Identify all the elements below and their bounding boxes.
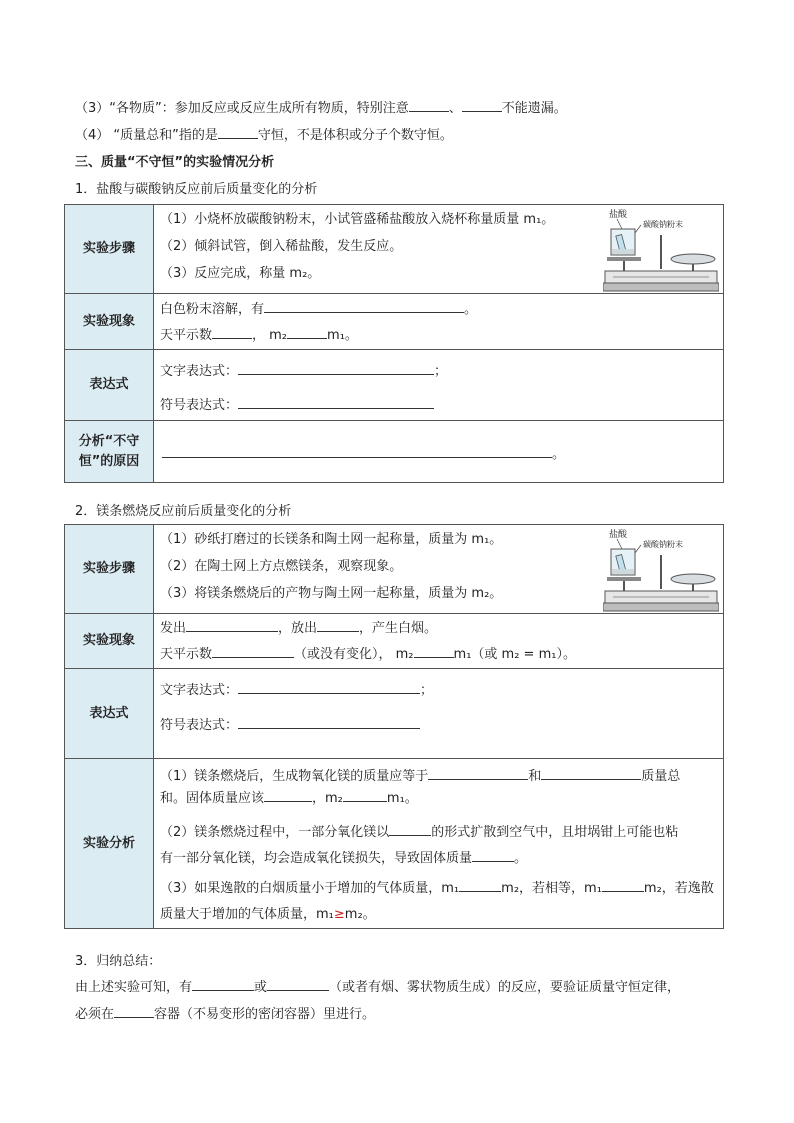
diagram-label-powder: 碳酸钠粉末 (643, 540, 683, 549)
intro-line-3: （3）“各物质”：参加反应或反应生成所有物质，特别注意 、 不能遗漏。 (75, 97, 567, 116)
row-label-steps: 实验步骤 (65, 205, 154, 294)
fill-blank[interactable] (238, 714, 420, 729)
fill-blank[interactable] (212, 643, 294, 658)
table-hcl-na2co3 (64, 204, 724, 483)
table-mg-burning (64, 524, 724, 929)
row-label-expression: 表达式 (65, 669, 154, 759)
intro-line-4: （4） “质量总和”指的是 守恒，不是体积或分子个数守恒。 (75, 124, 453, 143)
analysis-3-line-2: 质量大于增加的气体质量，m₁≥m₂。 (160, 907, 376, 922)
expression-cell (154, 669, 724, 759)
step-1: （1）小烧杯放碳酸钠粉末，小试管盛稀盐酸放入烧杯称量质量 m₁。 (160, 212, 555, 227)
phenomenon-line-1: 发出 ，放出 ，产生白烟。 (160, 617, 437, 636)
fill-blank[interactable] (114, 1003, 154, 1018)
subsection-heading-1: 1．盐酸与碳酸钠反应前后质量变化的分析 (75, 182, 318, 197)
handwritten-mark: ≥ (333, 907, 345, 922)
fill-blank[interactable] (343, 787, 387, 802)
analysis-1-line-1: （1）镁条燃烧后，生成物氧化镁的质量应等于 和 质量总 (160, 765, 680, 784)
diagram-label-powder: 碳酸钠粉末 (643, 220, 683, 229)
fill-blank[interactable] (462, 97, 502, 112)
analysis-2-line-1: （2）镁条燃烧过程中，一部分氧化镁以 的形式扩散到空气中，且坩埚钳上可能也粘 (160, 821, 678, 840)
analysis-1-line-2: 和。固体质量应该 ，m₂ m₁。 (160, 787, 418, 806)
row-label-expression: 表达式 (65, 350, 154, 421)
fill-blank[interactable] (264, 298, 464, 313)
diagram-label-acid: 盐酸 (609, 210, 628, 220)
fill-blank[interactable] (389, 821, 431, 836)
fill-blank[interactable] (162, 443, 552, 458)
phenomenon-cell (154, 614, 724, 669)
steps-cell (154, 205, 724, 294)
phenomenon-line-1: 白色粉末溶解，有 。 (160, 298, 477, 317)
reason-line: 。 (162, 443, 565, 462)
fill-blank[interactable] (287, 324, 327, 339)
fill-blank[interactable] (238, 679, 420, 694)
fill-blank[interactable] (186, 617, 278, 632)
row-label-phenomenon: 实验现象 (65, 614, 154, 669)
fill-blank[interactable] (192, 976, 254, 991)
analysis-2-line-2: 有一部分氧化镁，均会造成氧化镁损失，导致固体质量 。 (160, 847, 527, 866)
summary-title: 3．归纳总结： (75, 954, 162, 969)
balance-diagram (603, 207, 719, 293)
fill-blank[interactable] (409, 97, 449, 112)
fill-blank[interactable] (317, 617, 359, 632)
balance-diagram (603, 527, 719, 613)
reason-cell (154, 421, 724, 483)
fill-blank[interactable] (459, 877, 501, 892)
steps-cell (154, 525, 724, 614)
word-expression-line: 文字表达式： ； (160, 679, 433, 698)
word-expression-line: 文字表达式： ； (160, 360, 447, 379)
summary-line-1: 由上述实验可知，有 或 （或者有烟、雾状物质生成）的反应，要验证质量守恒定律， (75, 976, 680, 995)
fill-blank[interactable] (541, 765, 641, 780)
phenomenon-line-2: 天平示数 ， m₂ m₁。 (160, 324, 358, 343)
fill-blank[interactable] (238, 394, 434, 409)
fill-blank[interactable] (472, 847, 514, 862)
summary-line-2: 必须在 容器（不易变形的密闭容器）里进行。 (75, 1003, 375, 1022)
fill-blank[interactable] (212, 324, 252, 339)
subsection-heading-2: 2．镁条燃烧反应前后质量变化的分析 (75, 504, 292, 519)
fill-blank[interactable] (602, 877, 644, 892)
row-label-reason: 分析“不守 恒”的原因 (65, 421, 154, 483)
step-1: （1）砂纸打磨过的长镁条和陶土网一起称量，质量为 m₁。 (160, 532, 503, 547)
symbol-expression-line: 符号表达式： (160, 394, 434, 413)
diagram-label-acid: 盐酸 (609, 530, 628, 540)
phenomenon-line-2: 天平示数 （或没有变化）， m₂ m₁（或 m₂ = m₁）。 (160, 643, 576, 662)
fill-blank[interactable] (264, 787, 312, 802)
analysis-3-line-1: （3）如果逸散的白烟质量小于增加的气体质量，m₁ m₂，若相等，m₁ m₂，若逸散 (160, 877, 714, 896)
step-2: （2）倾斜试管，倒入稀盐酸，发生反应。 (160, 239, 403, 254)
step-3: （3）将镁条燃烧后的产物与陶土网一起称量，质量为 m₂。 (160, 586, 503, 601)
expression-cell (154, 350, 724, 421)
row-label-analysis: 实验分析 (65, 759, 154, 929)
symbol-expression-line: 符号表达式： (160, 714, 420, 733)
row-label-steps: 实验步骤 (65, 525, 154, 614)
phenomenon-cell (154, 294, 724, 350)
row-label-phenomenon: 实验现象 (65, 294, 154, 350)
fill-blank[interactable] (267, 976, 329, 991)
fill-blank[interactable] (218, 124, 258, 139)
step-3: （3）反应完成，称量 m₂。 (160, 266, 321, 281)
step-2: （2）在陶土网上方点燃镁条，观察现象。 (160, 559, 403, 574)
analysis-cell (154, 759, 724, 929)
fill-blank[interactable] (414, 643, 454, 658)
fill-blank[interactable] (238, 360, 434, 375)
section-heading: 三、质量“不守恒”的实验情况分析 (75, 155, 275, 170)
fill-blank[interactable] (428, 765, 528, 780)
